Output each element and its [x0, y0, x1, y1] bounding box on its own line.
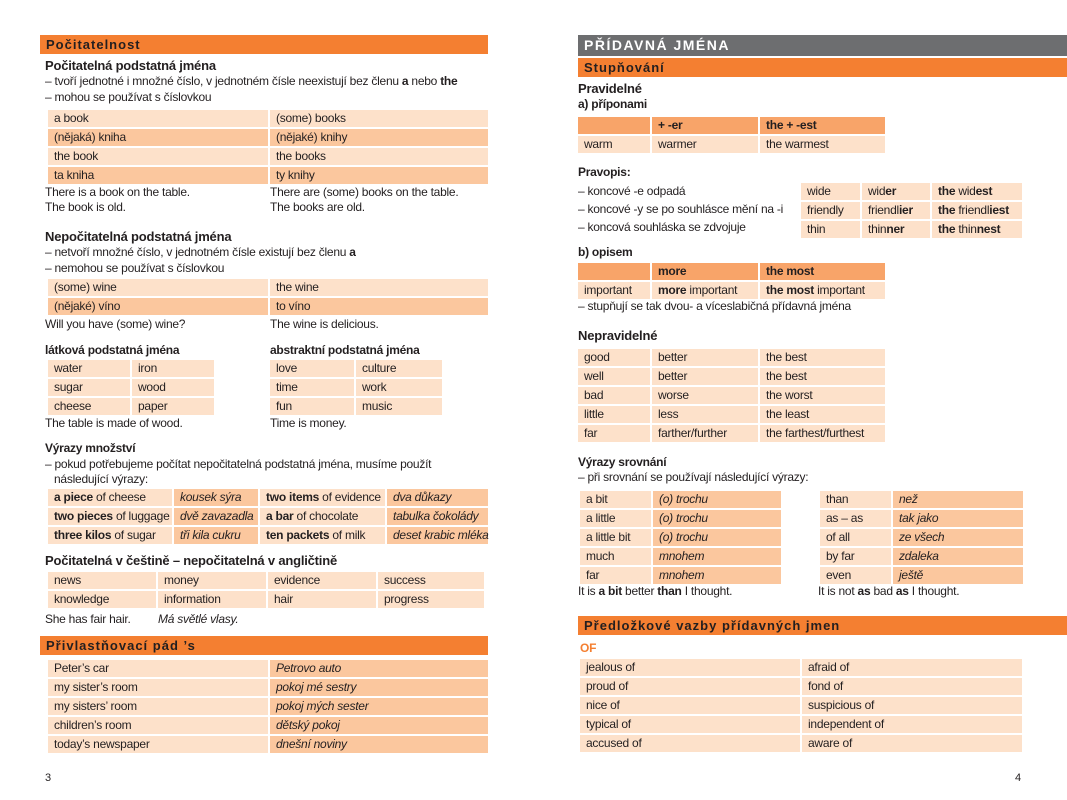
table-cell: dnešní noviny [270, 736, 488, 753]
page-number: 3 [45, 772, 51, 784]
comparison-table-left [580, 491, 781, 584]
countable-example: The book is old. [45, 200, 126, 214]
table-cell: (o) trochu [653, 529, 781, 546]
table-cell [260, 527, 385, 544]
table-cell: Petrovo auto [270, 660, 488, 677]
cz-example-translation: Má světlé vlasy. [158, 612, 239, 626]
bold-text: er [885, 184, 897, 198]
periphrastic-note: – stupňují se tak dvou- a víceslabičná přídavná jména [578, 299, 851, 313]
spelling-table [801, 183, 1022, 238]
uncountable-example: Will you have (some) wine? [45, 317, 186, 331]
table-cell: ta kniha [48, 167, 268, 184]
table-cell [48, 508, 172, 525]
table-cell: (some) wine [48, 279, 268, 296]
text-segment: I thought. [908, 584, 960, 598]
spelling-rule: – koncové -e odpadá [578, 184, 686, 198]
table-cell: success [378, 572, 484, 589]
table-cell: far [580, 567, 651, 584]
table-cell: the farthest/furthest [760, 425, 885, 442]
comparison-example [818, 584, 959, 598]
text-segment: of milk [329, 528, 366, 542]
section-header-possessive: Přivlastňovací pád ’s [40, 636, 488, 655]
bold-text: ier [898, 203, 913, 217]
countable-example: There is a book on the table. [45, 185, 190, 199]
text-segment: wid [955, 184, 976, 198]
table-cell [862, 183, 930, 200]
text-segment: wid [868, 184, 886, 198]
table-cell [862, 221, 930, 238]
table-cell: the least [760, 406, 885, 423]
bold-text: a bit [598, 584, 622, 598]
table-cell: bad [578, 387, 650, 404]
table-cell: pokoj mých sester [270, 698, 488, 715]
table-cell: work [356, 379, 442, 396]
table-cell: news [48, 572, 156, 589]
table-cell: a little bit [580, 529, 651, 546]
table-cell: mnohem [653, 567, 781, 584]
table-cell: by far [820, 548, 891, 565]
bold-text: the [938, 184, 956, 198]
material-table [48, 360, 214, 415]
text-segment: It is not [818, 584, 858, 598]
prepositions-table [580, 659, 1022, 752]
table-cell: a book [48, 110, 268, 127]
table-cell: suspicious of [802, 697, 1022, 714]
table-cell: little [578, 406, 650, 423]
irregular-table [578, 349, 885, 442]
text-segment: of sugar [111, 528, 156, 542]
text-segment: It is [578, 584, 599, 598]
table-cell: important [578, 282, 650, 299]
text-segment: thin [955, 222, 977, 236]
bold-text: a [401, 74, 409, 88]
comparison-example [578, 584, 732, 598]
table-cell [862, 202, 930, 219]
quantity-rule-2: následující výrazy: [54, 472, 148, 486]
table-cell [260, 508, 385, 525]
table-cell: money [158, 572, 266, 589]
table-cell: of all [820, 529, 891, 546]
table-cell: worse [652, 387, 758, 404]
countable-example: There are (some) books on the table. [270, 185, 459, 199]
text-segment: of evidence [319, 490, 381, 504]
table-cell: my sisters’ room [48, 698, 268, 715]
table-cell: dva důkazy [387, 489, 488, 506]
table-cell: dětský pokoj [270, 717, 488, 734]
text-segment: friendl [955, 203, 990, 217]
table-cell [260, 489, 385, 506]
regular-heading: Pravidelné [578, 81, 642, 96]
comparison-rule: – při srovnání se používají následující výrazy: [578, 470, 809, 484]
bold-text: nest [976, 222, 1001, 236]
text-segment: – tvoří jednotné i množné číslo, v jednotném čísle neexistují bez členu [45, 74, 402, 88]
bold-text: est [975, 184, 993, 198]
bold-text: as [895, 584, 909, 598]
section-header-countability: Počitatelnost [40, 35, 488, 54]
table-cell: my sister’s room [48, 679, 268, 696]
table-cell: (some) books [270, 110, 488, 127]
table-cell: the best [760, 349, 885, 366]
table-cell: ty knihy [270, 167, 488, 184]
table-cell: much [580, 548, 651, 565]
quantity-rule-1: – pokud potřebujeme počítat nepočitatelná podstatná jména, musíme použít [45, 457, 432, 471]
table-cell: progress [378, 591, 484, 608]
irregular-heading: Nepravidelné [578, 328, 658, 343]
table-cell: afraid of [802, 659, 1022, 676]
table-cell: proud of [580, 678, 800, 695]
table-cell: tak jako [893, 510, 1023, 527]
table-cell: the worst [760, 387, 885, 404]
table-cell: nice of [580, 697, 800, 714]
table-cell: love [270, 360, 354, 377]
bold-text: the [938, 203, 956, 217]
table-cell: the books [270, 148, 488, 165]
table-cell: (nějaké) knihy [270, 129, 488, 146]
table-cell: (nějaké) víno [48, 298, 268, 315]
table-cell: music [356, 398, 442, 415]
table-cell: the warmest [760, 136, 885, 153]
countable-example: The books are old. [270, 200, 365, 214]
text-segment: of chocolate [293, 509, 359, 523]
table-cell: warm [578, 136, 650, 153]
table-cell: better [652, 349, 758, 366]
table-cell: jealous of [580, 659, 800, 676]
periphrastic-table [578, 263, 885, 299]
text-segment: thin [868, 222, 887, 236]
table-cell: cheese [48, 398, 130, 415]
bold-text: ner [886, 222, 905, 236]
spelling-heading: Pravopis: [578, 165, 631, 179]
table-cell: knowledge [48, 591, 156, 608]
table-cell: the wine [270, 279, 488, 296]
table-cell [578, 263, 650, 280]
table-cell: less [652, 406, 758, 423]
abstract-table [270, 360, 442, 415]
uncountable-heading: Nepočitatelná podstatná jména [45, 229, 232, 244]
table-cell: tabulka čokolády [387, 508, 488, 525]
table-cell: typical of [580, 716, 800, 733]
table-cell: než [893, 491, 1023, 508]
text-segment: I thought. [681, 584, 733, 598]
uncountable-rule-1 [45, 245, 356, 259]
table-cell: the + -est [760, 117, 885, 134]
table-cell: tři kila cukru [174, 527, 258, 544]
table-cell: independent of [802, 716, 1022, 733]
table-cell: sugar [48, 379, 130, 396]
table-cell: the best [760, 368, 885, 385]
table-cell [932, 221, 1022, 238]
table-cell: more [652, 263, 758, 280]
section-header-comparison: Stupňování [578, 58, 1067, 77]
table-cell: the book [48, 148, 268, 165]
of-label: OF [580, 641, 597, 655]
possessive-table [48, 660, 488, 753]
table-cell: + -er [652, 117, 758, 134]
bold-text: a bar [266, 509, 294, 523]
table-cell: evidence [268, 572, 376, 589]
bold-text: more [658, 283, 687, 297]
table-cell: even [820, 567, 891, 584]
table-cell: ze všech [893, 529, 1023, 546]
cz-countable-heading: Počitatelná v češtině – nepočitatelná v angličtině [45, 553, 337, 568]
table-cell: dvě zavazadla [174, 508, 258, 525]
suffix-table [578, 117, 885, 153]
text-segment: nebo [408, 74, 441, 88]
table-cell: far [578, 425, 650, 442]
text-segment: bad [870, 584, 896, 598]
table-cell [48, 527, 172, 544]
table-cell: accused of [580, 735, 800, 752]
quantity-table [48, 489, 488, 544]
table-cell: hair [268, 591, 376, 608]
table-cell [932, 183, 1022, 200]
text-segment: friendl [868, 203, 899, 217]
comparison-table-right [820, 491, 1023, 584]
suffix-heading: a) příponami [578, 97, 648, 111]
bold-text: the [938, 222, 956, 236]
table-cell: pokoj mé sestry [270, 679, 488, 696]
table-cell: information [158, 591, 266, 608]
table-cell: today’s newspaper [48, 736, 268, 753]
table-cell: better [652, 368, 758, 385]
table-cell [48, 489, 172, 506]
text-segment: of cheese [92, 490, 146, 504]
material-heading: látková podstatná jména [45, 343, 180, 357]
table-cell: zdaleka [893, 548, 1023, 565]
bold-text: three kilos [54, 528, 112, 542]
periphrastic-heading: b) opisem [578, 245, 633, 259]
bold-text: iest [989, 203, 1009, 217]
countable-table [48, 110, 488, 184]
text-segment: – netvoří množné číslo, v jednotném čísle existují bez členu [45, 245, 350, 259]
countable-rule-1 [45, 74, 457, 88]
table-cell [578, 117, 650, 134]
table-cell: a little [580, 510, 651, 527]
table-cell: as – as [820, 510, 891, 527]
table-cell: deset krabic mléka [387, 527, 488, 544]
table-cell: well [578, 368, 650, 385]
table-cell: water [48, 360, 130, 377]
table-cell: wide [801, 183, 860, 200]
table-cell: a bit [580, 491, 651, 508]
table-cell: paper [132, 398, 214, 415]
text-segment: important [814, 283, 865, 297]
bold-text: the [440, 74, 458, 88]
table-cell [760, 282, 885, 299]
quantity-heading: Výrazy množství [45, 441, 136, 455]
chapter-header: PŘÍDAVNÁ JMÉNA [578, 35, 1067, 56]
table-cell: kousek sýra [174, 489, 258, 506]
table-cell: (o) trochu [653, 491, 781, 508]
abstract-heading: abstraktní podstatná jména [270, 343, 420, 357]
comparison-heading: Výrazy srovnání [578, 455, 667, 469]
bold-text: two items [266, 490, 320, 504]
table-cell: (nějaká) kniha [48, 129, 268, 146]
abstract-example: Time is money. [270, 416, 347, 430]
bold-text: the most [766, 283, 815, 297]
uncountable-rule-2: – nemohou se používat s číslovkou [45, 261, 225, 275]
table-cell: (o) trochu [653, 510, 781, 527]
spelling-rule: – koncová souhláska se zdvojuje [578, 220, 746, 234]
table-cell: warmer [652, 136, 758, 153]
spelling-rule: – koncové -y se po souhlásce mění na -i [578, 202, 784, 216]
material-example: The table is made of wood. [45, 416, 183, 430]
bold-text: two pieces [54, 509, 113, 523]
uncountable-table [48, 279, 488, 315]
cz-example: She has fair hair. [45, 612, 131, 626]
countable-rule-2: – mohou se používat s číslovkou [45, 90, 212, 104]
text-segment: of luggage [112, 509, 170, 523]
table-cell: farther/further [652, 425, 758, 442]
table-cell: thin [801, 221, 860, 238]
table-cell: fond of [802, 678, 1022, 695]
table-cell: the most [760, 263, 885, 280]
table-cell: mnohem [653, 548, 781, 565]
table-cell: children’s room [48, 717, 268, 734]
table-cell: time [270, 379, 354, 396]
bold-text: as [857, 584, 871, 598]
table-cell: friendly [801, 202, 860, 219]
table-cell: Peter’s car [48, 660, 268, 677]
text-segment: important [686, 283, 738, 297]
bold-text: a piece [54, 490, 93, 504]
bold-text: ten packets [266, 528, 330, 542]
table-cell [652, 282, 758, 299]
table-cell: fun [270, 398, 354, 415]
bold-text: than [657, 584, 682, 598]
table-cell: iron [132, 360, 214, 377]
cz-countable-table [48, 572, 484, 608]
table-cell: to víno [270, 298, 488, 315]
table-cell: ještě [893, 567, 1023, 584]
text-segment: better [621, 584, 658, 598]
table-cell: good [578, 349, 650, 366]
table-cell: wood [132, 379, 214, 396]
section-header-prepositions: Předložkové vazby přídavných jmen [578, 616, 1067, 635]
page-number: 4 [1015, 772, 1021, 784]
table-cell: culture [356, 360, 442, 377]
uncountable-example: The wine is delicious. [270, 317, 379, 331]
table-cell [932, 202, 1022, 219]
table-cell: aware of [802, 735, 1022, 752]
countable-heading: Počitatelná podstatná jména [45, 58, 216, 73]
table-cell: than [820, 491, 891, 508]
bold-text: a [349, 245, 356, 259]
